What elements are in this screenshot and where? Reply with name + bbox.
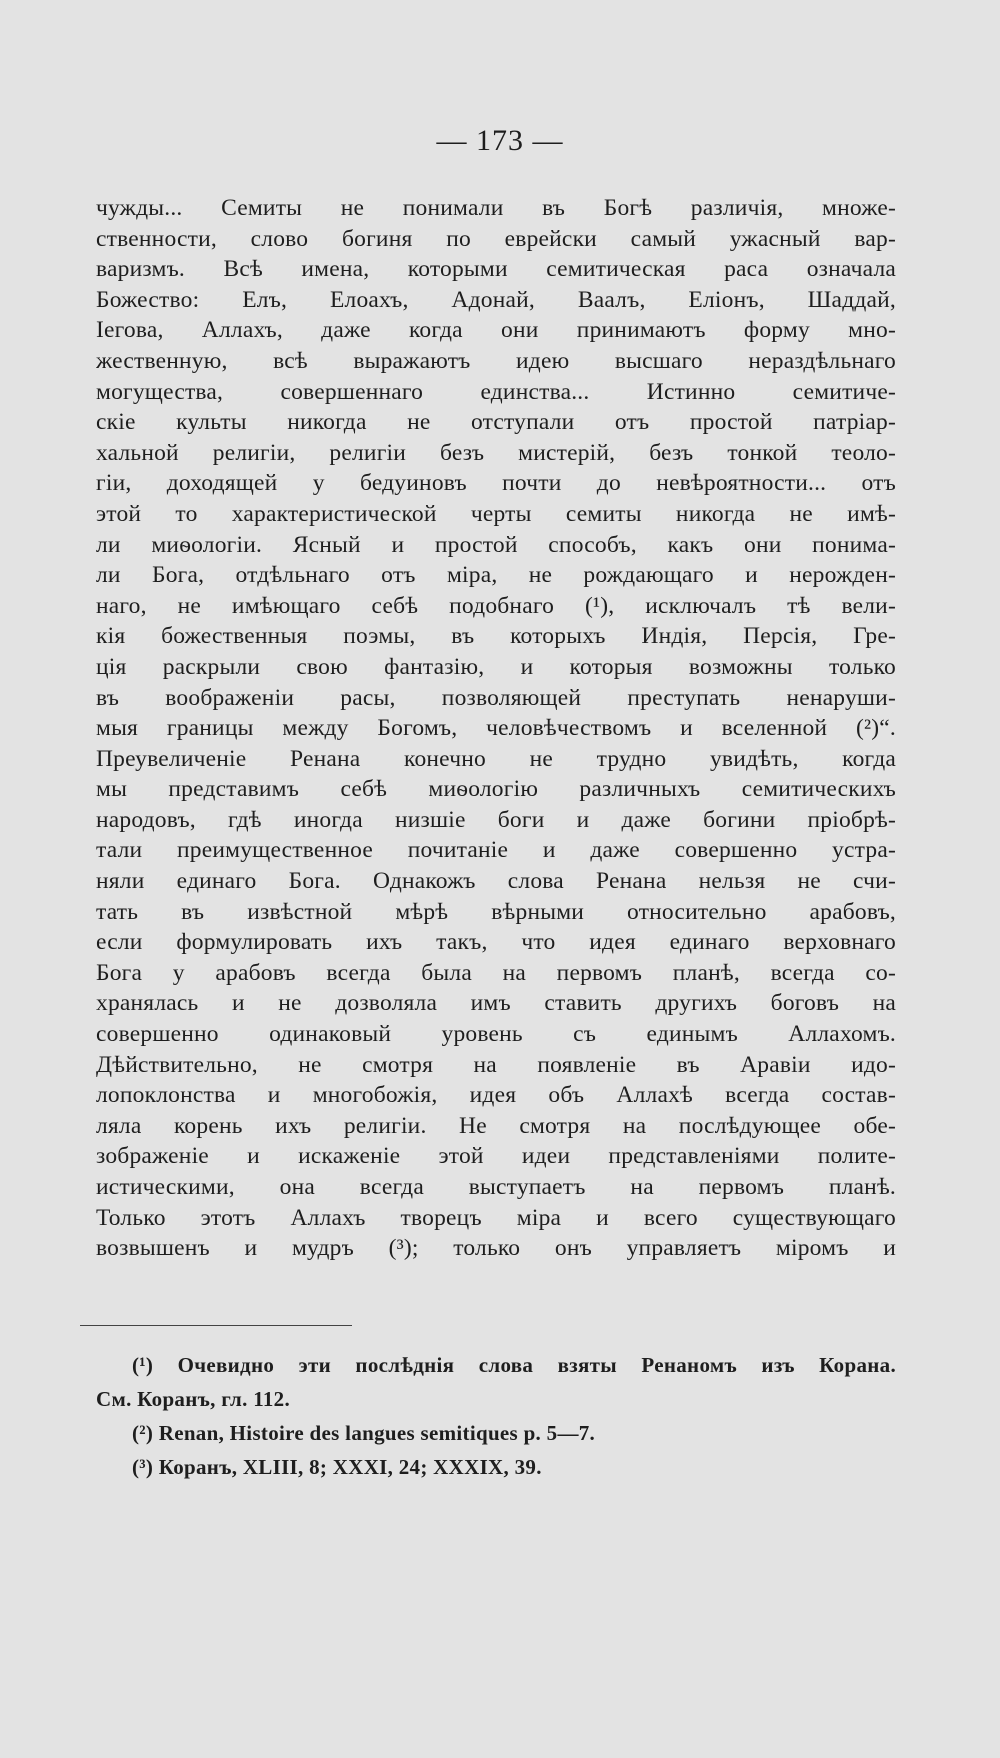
text-line: если формулировать ихъ такъ, что идея единаго верховнаго (96, 929, 896, 956)
text-line: хранялась и не дозволяла имъ ставить другихъ боговъ на (96, 990, 896, 1017)
text-line: въ воображеніи расы, позволяющей преступать ненаруши- (96, 684, 896, 711)
text-line: гіи, доходящей у бедуиновъ почти до невѣроятности... отъ (96, 470, 896, 497)
text-line: чужды... Семиты не понимали въ Богѣ различія, множе- (96, 195, 896, 221)
text-line: могущества, совершеннаго единства... Истинно семитиче- (96, 378, 896, 405)
text-line: ственности, слово богиня по еврейски самый ужасный вар- (96, 225, 896, 252)
footnote-3: (³) Коранъ, XLIII, 8; XXXI, 24; XXXIX, 39. (132, 1455, 542, 1479)
text-line: хальной религіи, религіи безъ мистерій, безъ тонкой теоло- (96, 439, 896, 466)
text-line: Преувеличеніе Ренана конечно не трудно увидѣть, когда (96, 745, 896, 772)
text-line: скіе культы никогда не отступали отъ простой патріар- (96, 409, 896, 436)
text-line: тали преимущественное почитаніе и даже совершенно устра- (96, 837, 896, 864)
text-line: тать въ извѣстной мѣрѣ вѣрными относительно арабовъ, (96, 898, 896, 925)
footnote-1-continuation: См. Коранъ, гл. 112. (96, 1387, 291, 1411)
text-line: наго, не имѣющаго себѣ подобнаго (¹), исключалъ тѣ вели- (96, 592, 896, 619)
text-line: Только этотъ Аллахъ творецъ міра и всего существующаго (96, 1204, 896, 1231)
footnote-2: (²) Renan, Histoire des langues semitiques p. 5—7. (132, 1421, 596, 1445)
text-line: ли миѳологіи. Ясный и простой способъ, какъ они понима- (96, 531, 896, 558)
text-line: возвышенъ и мудръ (³); только онъ управляетъ міромъ и (96, 1235, 896, 1262)
text-line: жественную, всѣ выражаютъ идею высшаго нераздѣльнаго (96, 347, 896, 374)
footnote-divider (80, 1325, 352, 1326)
text-line: мыя границы между Богомъ, человѣчествомъ и вселенной (²)“. (96, 715, 896, 742)
text-line: ляла корень ихъ религіи. Не смотря на послѣдующее обе- (96, 1112, 896, 1139)
text-line: Iегова, Аллахъ, даже когда они принимаютъ форму мно- (96, 317, 896, 344)
page-number: — 173 — (436, 124, 564, 157)
footnotes (96, 1348, 896, 1484)
text-line: Божество: Елъ, Елоахъ, Адонай, Ваалъ, Еліонъ, Шаддай, (96, 286, 896, 313)
text-line: Бога у арабовъ всегда была на первомъ планѣ, всегда со- (96, 959, 896, 986)
text-line: этой то характеристической черты семиты никогда не имѣ- (96, 500, 896, 527)
text-line: Дѣйствительно, не смотря на появленіе въ Аравіи идо- (96, 1051, 896, 1078)
body-text (96, 193, 896, 1264)
text-line: лопоклонства и многобожія, идея объ Аллахѣ всегда состав- (96, 1082, 896, 1109)
text-line: ція раскрыли свою фантазію, и которыя возможны только (96, 653, 896, 680)
text-line: кія божественныя поэмы, въ которыхъ Индія, Персія, Гре- (96, 623, 896, 650)
text-line: мы представимъ себѣ миѳологію различныхъ семитическихъ (96, 776, 896, 803)
text-line: истическими, она всегда выступаетъ на первомъ планѣ. (96, 1174, 896, 1200)
footnote-1: (¹) Очевидно эти послѣднія слова взяты Ренаномъ изъ Корана. (132, 1353, 896, 1377)
text-line: зображеніе и искаженіе этой идеи представленіями полите- (96, 1143, 896, 1170)
text-line: совершенно одинаковый уровень съ единымъ Аллахомъ. (96, 1021, 896, 1048)
text-line: народовъ, гдѣ иногда низшіе боги и даже богини пріобрѣ- (96, 806, 896, 833)
text-line: ли Бога, отдѣльнаго отъ міра, не рождающаго и нерожден- (96, 562, 896, 589)
text-line: варизмъ. Всѣ имена, которыми семитическая раса означала (96, 256, 896, 283)
text-line: няли единаго Бога. Однакожъ слова Ренана нельзя не счи- (96, 868, 896, 895)
